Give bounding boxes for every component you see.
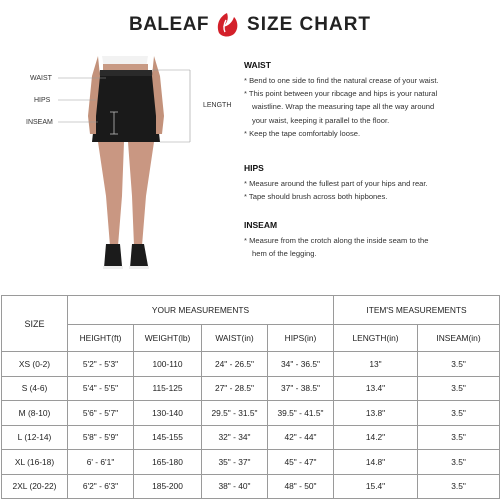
waist-bullet: waistline. Wrap the measuring tape all the way around	[252, 102, 435, 112]
table-row	[2, 352, 500, 377]
model-figure	[26, 56, 238, 281]
hips-bullet: * Measure around the fullest part of your hips and rear.	[244, 179, 428, 188]
table-cell: 5'4" - 5'5"	[68, 376, 134, 401]
size-table	[1, 295, 500, 499]
items-measurements-header: ITEM'S MEASUREMENTS	[334, 296, 500, 325]
table-cell: 145-155	[134, 425, 202, 450]
hips-title: HIPS	[244, 163, 264, 173]
brand-name: BALEAF	[128, 14, 210, 35]
table-cell: 115-125	[134, 376, 202, 401]
your-measurements-header: YOUR MEASUREMENTS	[68, 296, 334, 325]
table-subheader-row	[2, 325, 500, 352]
table-cell: 39.5" - 41.5"	[268, 401, 334, 426]
inseam-instructions	[244, 220, 494, 260]
hips-label: HIPS	[34, 97, 51, 104]
inseam-bullet: hem of the legging.	[252, 249, 317, 259]
table-cell: 3.5"	[418, 425, 500, 450]
inseam-title: INSEAM	[244, 220, 278, 230]
table-cell: XL (16-18)	[2, 450, 68, 475]
table-cell: S (4-6)	[2, 376, 68, 401]
table-cell: 13.4"	[334, 376, 418, 401]
size-chart-header	[0, 10, 500, 40]
table-cell: 6' - 6'1"	[68, 450, 134, 475]
table-cell: M (8-10)	[2, 401, 68, 426]
table-row	[2, 401, 500, 426]
waist-bullet: * Bend to one side to find the natural crease of your waist.	[244, 76, 439, 85]
table-cell: 5'2" - 5'3"	[68, 352, 134, 377]
table-cell: 3.5"	[418, 401, 500, 426]
model-illustration	[30, 56, 238, 281]
table-cell: 42" - 44"	[268, 425, 334, 450]
table-cell: 3.5"	[418, 376, 500, 401]
table-cell: 14.2"	[334, 425, 418, 450]
table-cell: 37" - 38.5"	[268, 376, 334, 401]
table-row	[2, 425, 500, 450]
table-cell: 29.5" - 31.5"	[202, 401, 268, 426]
waist-instructions	[244, 60, 494, 140]
table-cell: 100-110	[134, 352, 202, 377]
waist-bullet: your waist, keeping it parallel to the floor.	[252, 115, 390, 125]
table-cell: 185-200	[134, 474, 202, 499]
table-cell: 35" - 37"	[202, 450, 268, 475]
table-cell: 3.5"	[418, 450, 500, 475]
column-header: HEIGHT(ft)	[68, 325, 134, 352]
table-cell: 2XL (20-22)	[2, 474, 68, 499]
length-label: LENGTH	[203, 102, 232, 109]
table-cell: 6'2" - 6'3"	[68, 474, 134, 499]
column-header: WAIST(in)	[202, 325, 268, 352]
waist-label: WAIST	[30, 75, 52, 82]
table-row	[2, 376, 500, 401]
table-cell: 45" - 47"	[268, 450, 334, 475]
hips-bullet: * Tape should brush across both hipbones.	[244, 192, 388, 202]
table-cell: 34" - 36.5"	[268, 352, 334, 377]
table-row	[2, 450, 500, 475]
table-cell: L (12-14)	[2, 425, 68, 450]
table-row	[2, 474, 500, 499]
table-cell: 14.8"	[334, 450, 418, 475]
column-header: WEIGHT(lb)	[134, 325, 202, 352]
table-cell: 5'8" - 5'9"	[68, 425, 134, 450]
table-cell: 15.4"	[334, 474, 418, 499]
table-cell: 3.5"	[418, 474, 500, 499]
size-column-header: SIZE	[2, 296, 68, 352]
table-cell: 13.8"	[334, 401, 418, 426]
column-header: INSEAM(in)	[418, 325, 500, 352]
table-cell: 38" - 40"	[202, 474, 268, 499]
column-header: HIPS(in)	[268, 325, 334, 352]
table-cell: XS (0-2)	[2, 352, 68, 377]
table-cell: 24" - 26.5"	[202, 352, 268, 377]
waist-title: WAIST	[244, 60, 271, 70]
hips-instructions	[244, 163, 494, 203]
inseam-label: INSEAM	[26, 119, 53, 126]
column-header: LENGTH(in)	[334, 325, 418, 352]
waist-bullet: * Keep the tape comfortably loose.	[244, 128, 361, 138]
table-cell: 32" - 34"	[202, 425, 268, 450]
waist-bullet: * This point between your ribcage and hips is your natural	[244, 89, 438, 99]
table-cell: 48" - 50"	[268, 474, 334, 499]
table-header-row	[2, 296, 500, 325]
table-cell: 27" - 28.5"	[202, 376, 268, 401]
table-cell: 13"	[334, 352, 418, 377]
inseam-bullet: * Measure from the crotch along the inside seam to the	[244, 236, 429, 245]
table-cell: 165-180	[134, 450, 202, 475]
baleaf-logo-icon	[213, 11, 241, 39]
page-title: SIZE CHART	[247, 14, 372, 35]
table-cell: 3.5"	[418, 352, 500, 377]
table-cell: 5'6" - 5'7"	[68, 401, 134, 426]
table-cell: 130-140	[134, 401, 202, 426]
